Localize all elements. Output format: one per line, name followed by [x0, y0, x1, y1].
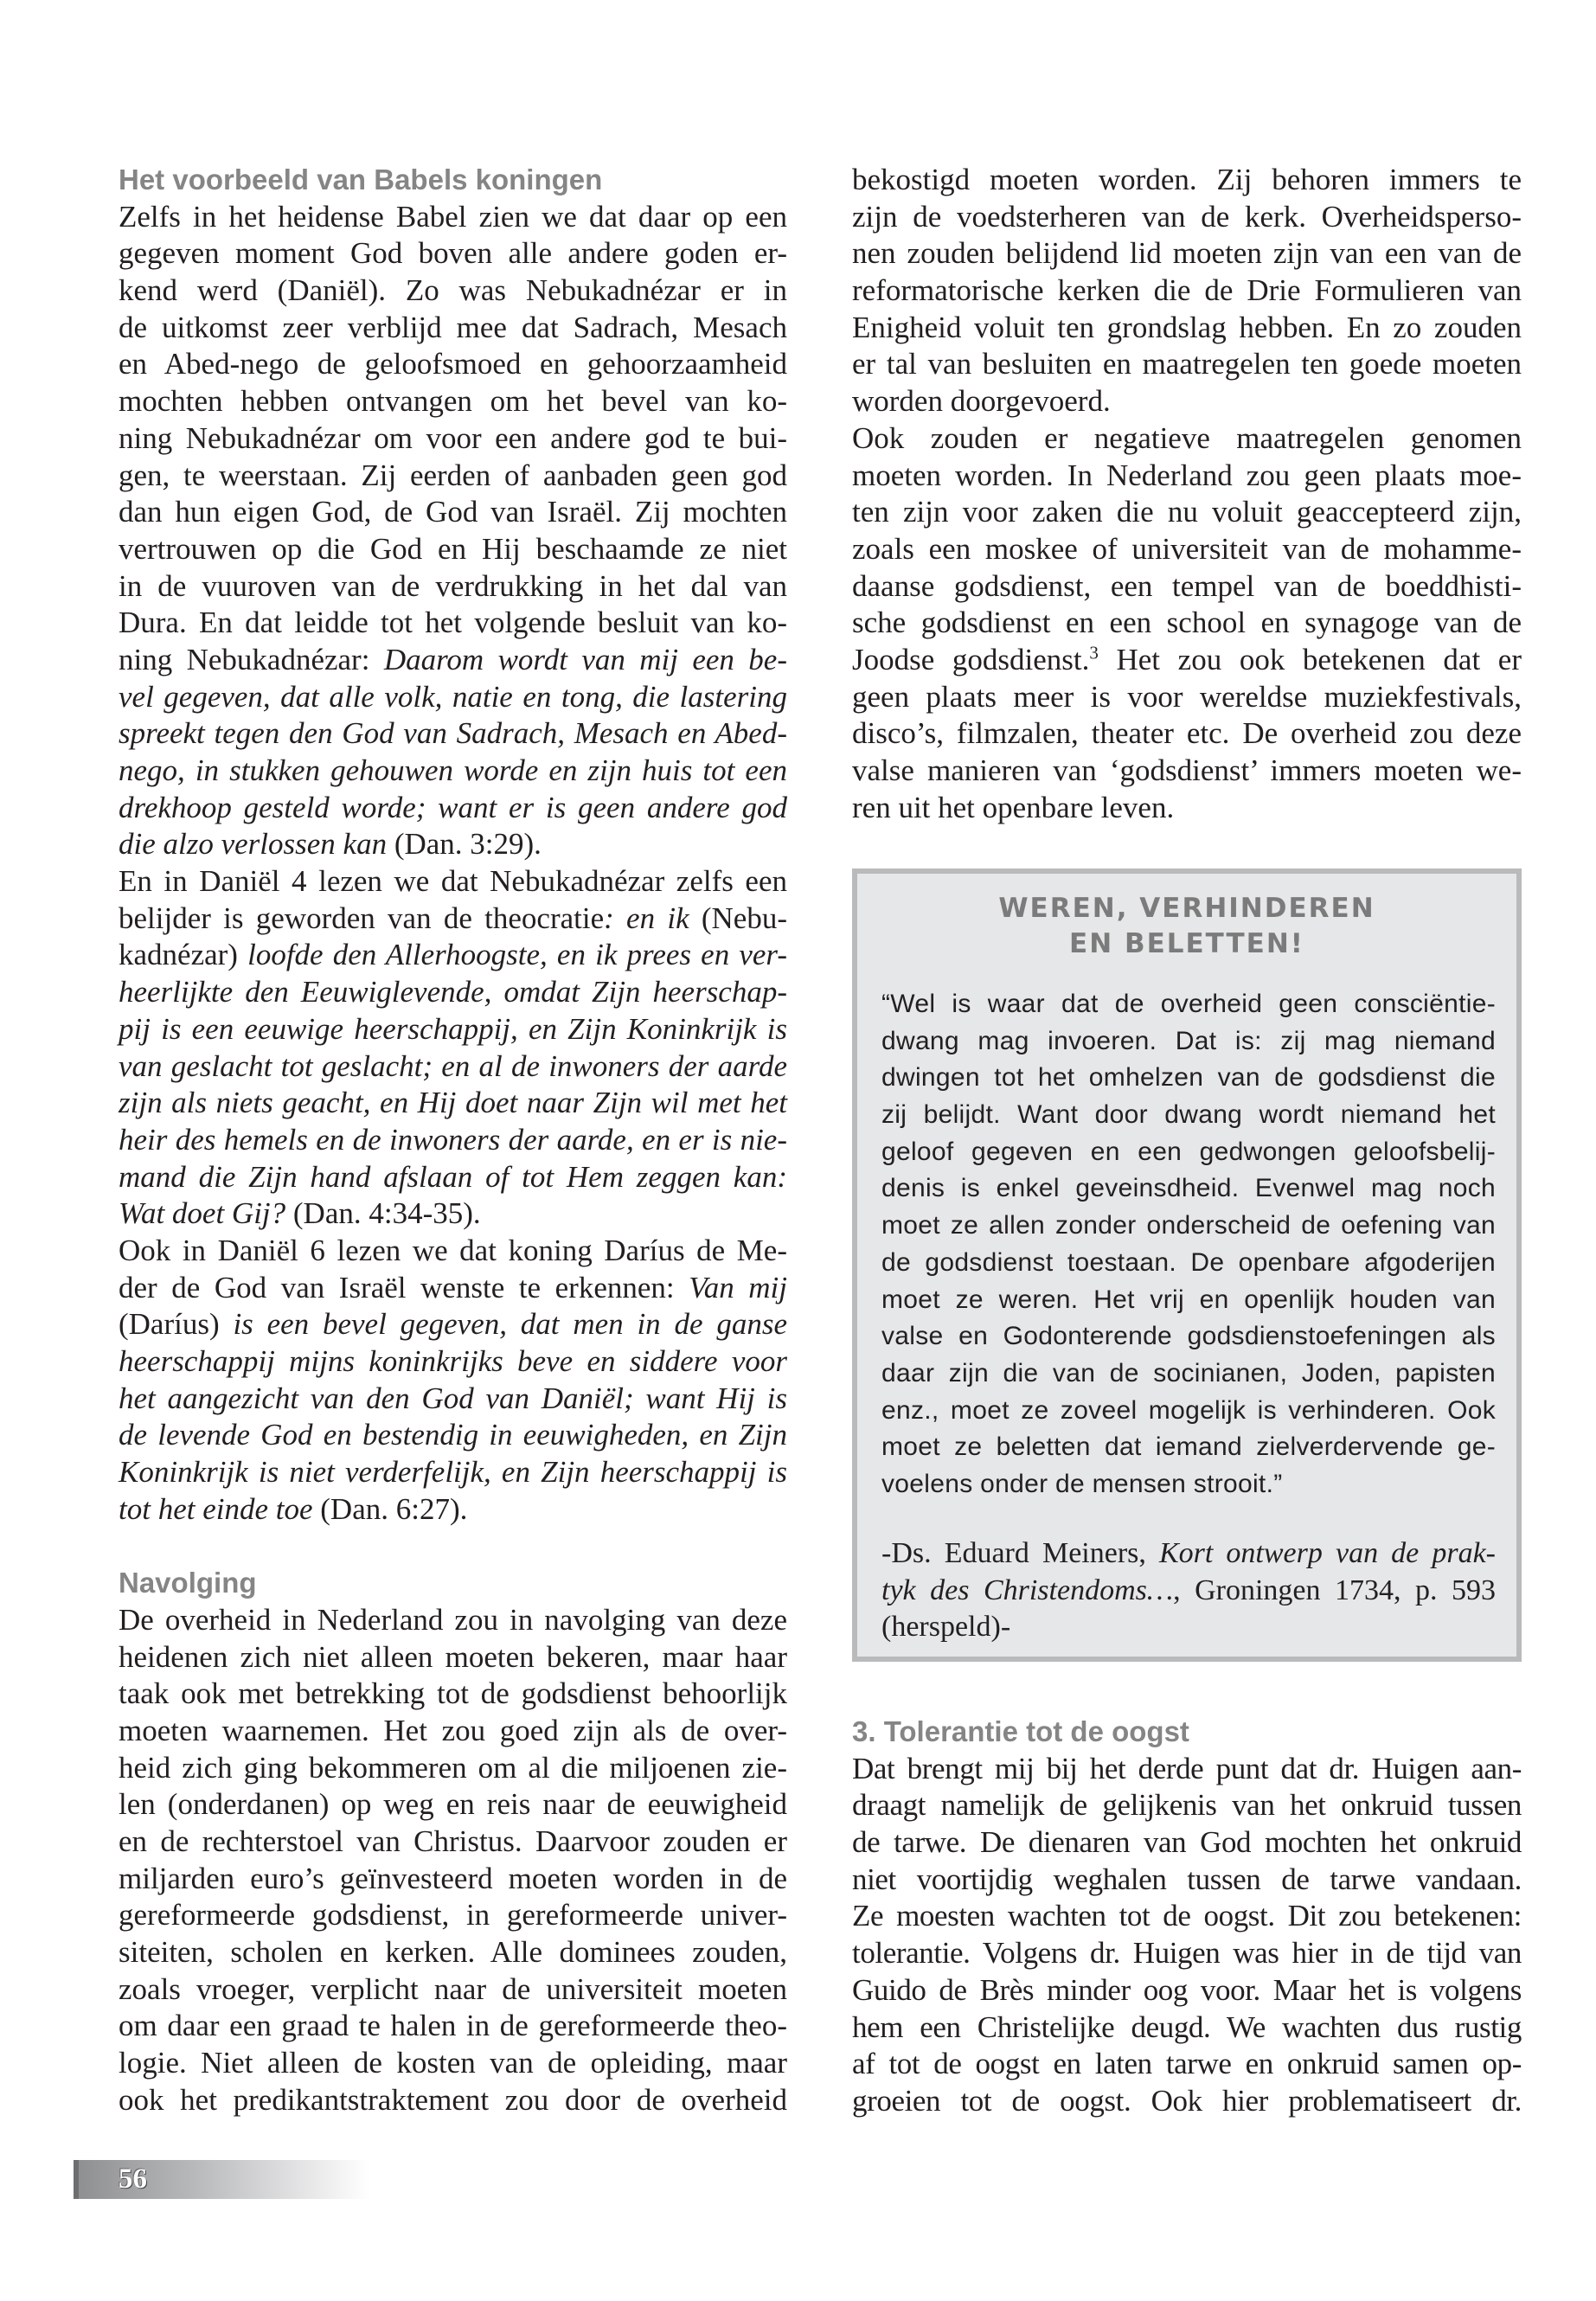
paragraph [119, 1602, 787, 2119]
text-run: er tal van besluiten en maatregelen ten goede moeten [852, 347, 1522, 381]
text-line [852, 346, 1522, 383]
right-column [852, 162, 1522, 826]
text-run: ning Nebukadnézar om voor een andere god te bui- [119, 420, 787, 455]
text-line [119, 679, 787, 716]
italic-run: Wat doet Gij? [119, 1196, 286, 1231]
italic-run: vel gegeven, dat alle volk, natie en tong, die lastering [119, 679, 787, 714]
text-run: daanse godsdienst, een tempel van de boeddhisti- [852, 568, 1522, 603]
text-run: der de God van Israël wenste te erkennen: [119, 1270, 689, 1304]
text-run: (Nebu- [689, 901, 787, 935]
text-line [119, 1639, 787, 1676]
text-run: hem een Christelijke deugd. We wachten dus rustig [852, 2009, 1522, 2044]
text-line [119, 1122, 787, 1159]
text-line [881, 1393, 1496, 1430]
body-text [119, 1602, 787, 2119]
text-run: gegeven moment God boven alle andere goden er- [119, 236, 787, 271]
text-line [852, 1787, 1522, 1824]
text-line [119, 1159, 787, 1196]
text-line [119, 383, 787, 420]
text-line [119, 901, 787, 938]
text-run: reformatorische kerken die de Drie Formulieren van [852, 273, 1522, 308]
text-run: heidenen zich niet alleen moeten bekeren, maar haar [119, 1639, 787, 1674]
text-line [881, 1023, 1496, 1061]
text-line [119, 531, 787, 568]
paragraph [852, 420, 1522, 827]
text-line [119, 605, 787, 642]
italic-run: is een bevel gegeven, dat men in de ganse [233, 1307, 787, 1342]
italic-run: tyk des Christendoms… [881, 1574, 1174, 1606]
text-line [119, 1823, 787, 1861]
text-run: en Abed-nego de geloofsmoed en gehoorzaamheid [119, 347, 787, 381]
text-line [119, 458, 787, 495]
text-run: Ze moesten wachten tot de oogst. Dit zou betekenen: [852, 1899, 1522, 1933]
text-line [119, 1971, 787, 2009]
paragraph [119, 199, 787, 863]
text-run: draagt namelijk de gelijkenis van het onkruid tussen [852, 1788, 1522, 1823]
text-run: denis is enkel geveinsdheid. Evenwel mag noch [881, 1174, 1496, 1203]
body-text [852, 162, 1522, 826]
text-run: kend werd (Daniël). Zo was Nebukadnézar er in [119, 273, 787, 308]
footnote-ref: 3 [1089, 642, 1099, 663]
italic-run: heerlijkte den Eeuwiglevende, omdat Zijn heerschap- [119, 975, 787, 1009]
paragraph [119, 1233, 787, 1529]
text-line [881, 1318, 1496, 1356]
text-run: ten zijn voor zaken die nu voluit geaccepteerd zijn, [852, 495, 1522, 529]
text-line [119, 1306, 787, 1343]
text-line [119, 346, 787, 383]
text-run: miljarden euro’s geïnvesteerd moeten worden in de [119, 1861, 787, 1895]
text-line [119, 2008, 787, 2045]
text-run: zoals een moskee of universiteit van de mohamme- [852, 531, 1522, 566]
text-line [119, 494, 787, 531]
text-run: logie. Niet alleen de kosten van de opleiding, maar [119, 2046, 787, 2080]
text-run: zij belijdt. Want door dwang wordt niemand het [881, 1100, 1496, 1130]
text-line [852, 2009, 1522, 2047]
text-line [119, 1786, 787, 1823]
text-run: Joodse godsdienst. [852, 642, 1090, 676]
text-line [852, 2083, 1522, 2120]
italic-run: pij is een eeuwige heerschappij, en Zijn Koninkrijk is [119, 1011, 787, 1046]
text-line [852, 1935, 1522, 1972]
text-run: (herspeld)- [881, 1611, 1011, 1644]
text-line [852, 310, 1522, 347]
italic-run: die alzo verlossen kan [119, 827, 388, 862]
page-number: 56 [119, 2163, 147, 2195]
text-run: moeten worden. In Nederland zou geen plaats moe- [852, 458, 1522, 492]
text-line [119, 310, 787, 347]
text-line [119, 642, 787, 679]
italic-run: Koninkrijk is niet verderfelijk, en Zijn heerschappij is [119, 1455, 787, 1490]
text-run: En in Daniël 4 lezen we dat Nebukadnézar zelfs een [119, 864, 787, 899]
section-heading-tolerantie: 3. Tolerantie tot de oogst [852, 1715, 1189, 1747]
text-line [119, 1233, 787, 1270]
quote-box-title-line: EN BELETTEN! [1069, 928, 1304, 959]
text-run: Guido de Brès minder oog voor. Maar het is volgens [852, 1972, 1522, 2007]
text-run: gen, te weerstaan. Zij eerden of aanbaden geen god [119, 458, 787, 492]
text-line [119, 1934, 787, 1971]
text-line [119, 753, 787, 790]
text-run: en de rechterstoel van Christus. Daarvoor zouden er [119, 1823, 787, 1858]
text-run: niet voortijdig weghalen tussen de tarwe vandaan. [852, 1862, 1522, 1896]
text-line [852, 1824, 1522, 1862]
italic-run: tot het einde toe [119, 1491, 313, 1526]
paragraph [881, 1535, 1496, 1646]
text-run: dwingen tot het omhelzen van de godsdienst die [881, 1063, 1496, 1093]
text-run: sche godsdienst en een school en synagoge van de [852, 606, 1522, 640]
text-line [119, 1750, 787, 1787]
paragraph [119, 863, 787, 1233]
text-line [881, 1356, 1496, 1393]
text-line [852, 715, 1522, 753]
text-line [881, 1282, 1496, 1319]
text-line [852, 605, 1522, 642]
text-line [119, 2082, 787, 2119]
text-run: om daar een graad te halen in de gereformeerde theo- [119, 2009, 787, 2043]
text-line [119, 1454, 787, 1491]
text-run: moeten waarnemen. Het zou goed zijn als de over- [119, 1713, 787, 1747]
quote-box-title-line: WEREN, VERHINDEREN [998, 893, 1375, 924]
text-run: vertrouwen op die God en Hij beschaamde ze niet [119, 531, 787, 566]
text-run: taak ook met betrekking tot de godsdienst behoorlijk [119, 1676, 787, 1711]
text-run: “Wel is waar dat de overheid geen consciëntie- [881, 990, 1496, 1018]
text-run: dan hun eigen God, de God van Israël. Zij mochten [119, 495, 787, 529]
italic-run: nego, in stukken gehouwen worde en zijn huis tot een [119, 753, 787, 787]
text-line [119, 199, 787, 236]
text-run: De overheid in Nederland zou in navolging van deze [119, 1602, 787, 1637]
text-run: worden doorgevoerd. [852, 384, 1111, 419]
text-run: gereformeerde godsdienst, in gereformeerde univer- [119, 1898, 787, 1932]
text-run: heid zich ging bekommeren om al die miljoenen zie- [119, 1750, 787, 1785]
text-run: voelens onder de mensen strooit.” [881, 1469, 1283, 1498]
italic-run: mand die Zijn hand afslaan of tot Hem zeggen kan: [119, 1159, 787, 1194]
text-run: (Dan. 3:29). [387, 827, 542, 862]
italic-run: heir des hemels en de inwoners der aarde, en er is nie- [119, 1122, 787, 1157]
text-line [852, 531, 1522, 568]
text-line [119, 1085, 787, 1122]
italic-run: van geslacht tot geslacht; en al de inwoners der aarde [119, 1048, 787, 1083]
text-line [881, 1429, 1496, 1466]
text-run: Zelfs in het heidense Babel zien we dat daar op een [119, 199, 787, 234]
text-line [119, 826, 787, 863]
page-number-tab [74, 2160, 369, 2199]
text-line [852, 1862, 1522, 1899]
text-run: ren uit het openbare leven. [852, 790, 1175, 824]
text-line [852, 383, 1522, 420]
text-run: Dura. En dat leidde tot het volgende besluit van ko- [119, 606, 787, 640]
text-line [119, 974, 787, 1011]
text-line [852, 790, 1522, 827]
italic-run: de levende God en bestendig in eeuwigheden, en Zijn [119, 1418, 787, 1452]
italic-run: loofde den Allerhoogste, en ik prees en ver- [247, 938, 787, 972]
text-line [852, 2046, 1522, 2083]
quote-citation [881, 1535, 1496, 1646]
right-column-lower [852, 1714, 1522, 2120]
paragraph [881, 986, 1496, 1503]
text-run: kadnézar) [119, 938, 248, 972]
text-run: ning Nebukadnézar: [119, 642, 384, 676]
text-line [119, 1011, 787, 1048]
text-run: geloof gegeven en een gedwongen geloofsbelij- [881, 1137, 1496, 1166]
text-line [852, 420, 1522, 458]
italic-run: spreekt tegen den God van Sadrach, Mesach en Abed- [119, 716, 787, 751]
text-line [119, 937, 787, 974]
text-line [119, 1861, 787, 1898]
text-line [852, 679, 1522, 716]
text-run: zoals vroeger, verplicht naar de universiteit moeten [119, 1971, 787, 2006]
text-line [119, 272, 787, 310]
italic-run: zijn als niets geacht, en Hij doet naar Zijn wil met het [119, 1086, 787, 1120]
text-line [119, 1381, 787, 1418]
text-run: dwang mag invoeren. Dat is: zij mag niemand [881, 1026, 1496, 1055]
quote-box [852, 868, 1522, 1662]
text-run: belijder is geworden van de theocratie [119, 901, 605, 935]
text-line [881, 1097, 1496, 1134]
text-line [881, 1060, 1496, 1097]
italic-run: : en ik [604, 901, 689, 935]
text-line [119, 2045, 787, 2082]
paragraph [852, 162, 1522, 420]
text-run: Ook in Daniël 6 lezen we dat koning Daríus de Me- [119, 1233, 787, 1267]
text-line [881, 1573, 1496, 1610]
text-run: , Groningen 1734, p. 593 [1173, 1574, 1496, 1606]
text-line [119, 1195, 787, 1233]
text-run: geen plaats meer is voor wereldse muziekfestivals, [852, 679, 1522, 714]
paragraph [852, 1751, 1522, 2120]
text-line [852, 494, 1522, 531]
text-run: Enigheid voluit ten grondslag hebben. En zo zouden [852, 310, 1522, 344]
text-line [881, 1245, 1496, 1282]
page-number-bar [74, 2160, 79, 2199]
quote-box-title [857, 891, 1516, 962]
spacer [119, 1528, 787, 1565]
text-run: disco’s, filmzalen, theater etc. De overheid zou deze [852, 716, 1522, 751]
text-run: Ook zouden er negatieve maatregelen genomen [852, 420, 1522, 455]
text-run: valse en Godonterende godsdienstoefeningen als [881, 1322, 1496, 1351]
text-run: zijn de voedsterheren van de kerk. Overheidsperso- [852, 199, 1522, 234]
text-run: de godsdienst toestaan. De openbare afgoderijen [881, 1247, 1496, 1277]
text-run: moet ze allen zonder onderscheid de oefening van [881, 1211, 1496, 1240]
text-line [119, 1897, 787, 1934]
text-line [852, 1751, 1522, 1788]
text-run: Het zou ook betekenen dat er [1098, 642, 1522, 676]
text-line [852, 753, 1522, 790]
text-line [119, 1491, 787, 1529]
text-line [852, 235, 1522, 272]
text-run: -Ds. Eduard Meiners, [881, 1537, 1159, 1569]
text-run: nen zouden belijdend lid moeten zijn van een van de [852, 236, 1522, 271]
text-line [852, 568, 1522, 606]
text-run: mochten hebben ontvangen om het bevel van ko- [119, 384, 787, 419]
text-line [852, 642, 1522, 679]
text-run: (Dan. 4:34-35). [285, 1196, 481, 1231]
text-run: de uitkomst zeer verblijd mee dat Sadrach, Mesach [119, 310, 787, 344]
text-line [119, 1048, 787, 1086]
text-line [119, 1270, 787, 1307]
text-line [119, 420, 787, 458]
quote-text [881, 986, 1496, 1503]
section-heading-babels-koningen: Het voorbeeld van Babels koningen [119, 163, 603, 195]
italic-run: Kort ontwerp van de prak- [1158, 1537, 1496, 1569]
text-run: (Dan. 6:27). [312, 1491, 468, 1526]
text-line [119, 1713, 787, 1750]
text-line [881, 1134, 1496, 1171]
text-run: in de vuuroven van de verdrukking in het dal van [119, 568, 787, 603]
text-line [852, 1898, 1522, 1935]
text-line [852, 272, 1522, 310]
text-run: enz., moet ze zoveel mogelijk is verhinderen. Ook [881, 1395, 1496, 1425]
text-line [881, 1208, 1496, 1245]
text-line [852, 199, 1522, 236]
text-run: bekostigd moeten worden. Zij behoren immers te [852, 163, 1522, 196]
italic-run: Van mij [689, 1270, 787, 1304]
text-run: moet ze weren. Het vrij en openlijk houden van [881, 1285, 1496, 1314]
text-line [852, 458, 1522, 495]
text-run: Dat brengt mij bij het derde punt dat dr. Huigen aan- [852, 1751, 1522, 1785]
section-heading-navolging: Navolging [119, 1567, 257, 1599]
left-column [119, 162, 787, 2118]
text-run: af tot de oogst en laten tarwe en onkruid samen op- [852, 2047, 1522, 2081]
text-run: ook het predikantstraktement zou door de overheid [119, 2082, 787, 2117]
text-line [852, 162, 1522, 199]
text-run: daar zijn die van de socinianen, Joden, papisten [881, 1358, 1496, 1388]
text-run: valse manieren van ‘godsdienst’ immers moeten we- [852, 753, 1522, 787]
text-line [119, 790, 787, 827]
italic-run: drekhoop gesteld worde; want er is geen andere god [119, 790, 787, 824]
text-run: siteiten, scholen en kerken. Alle dominees zouden, [119, 1935, 787, 1969]
text-line [881, 1466, 1496, 1503]
text-run: groeien tot de oogst. Ook hier problematiseert dr. [852, 2083, 1522, 2118]
italic-run: Daarom wordt van mij een be- [383, 642, 787, 676]
text-line [119, 1343, 787, 1381]
text-run: tolerantie. Volgens dr. Huigen was hier in de tijd van [852, 1936, 1522, 1971]
text-line [852, 1972, 1522, 2009]
text-line [119, 1417, 787, 1454]
text-line [119, 1602, 787, 1639]
text-line [881, 986, 1496, 1023]
text-line [119, 235, 787, 272]
italic-run: heerschappij mijns koninkrijks beve en siddere voor [119, 1344, 787, 1378]
text-run: (Daríus) [119, 1307, 234, 1342]
text-line [119, 715, 787, 753]
text-line [881, 1609, 1496, 1646]
text-line [881, 1170, 1496, 1208]
text-line [881, 1535, 1496, 1573]
text-run: len (onderdanen) op weg en reis naar de eeuwigheid [119, 1787, 787, 1822]
text-line [119, 863, 787, 901]
text-run: moet ze beletten dat iemand zielverdervende ge- [881, 1433, 1496, 1462]
text-line [119, 568, 787, 606]
text-line [119, 1676, 787, 1713]
italic-run: het aangezicht van den God van Daniël; want Hij is [119, 1381, 787, 1415]
body-text [119, 199, 787, 1529]
text-run: de tarwe. De dienaren van God mochten het onkruid [852, 1825, 1522, 1860]
body-text [852, 1751, 1522, 2120]
